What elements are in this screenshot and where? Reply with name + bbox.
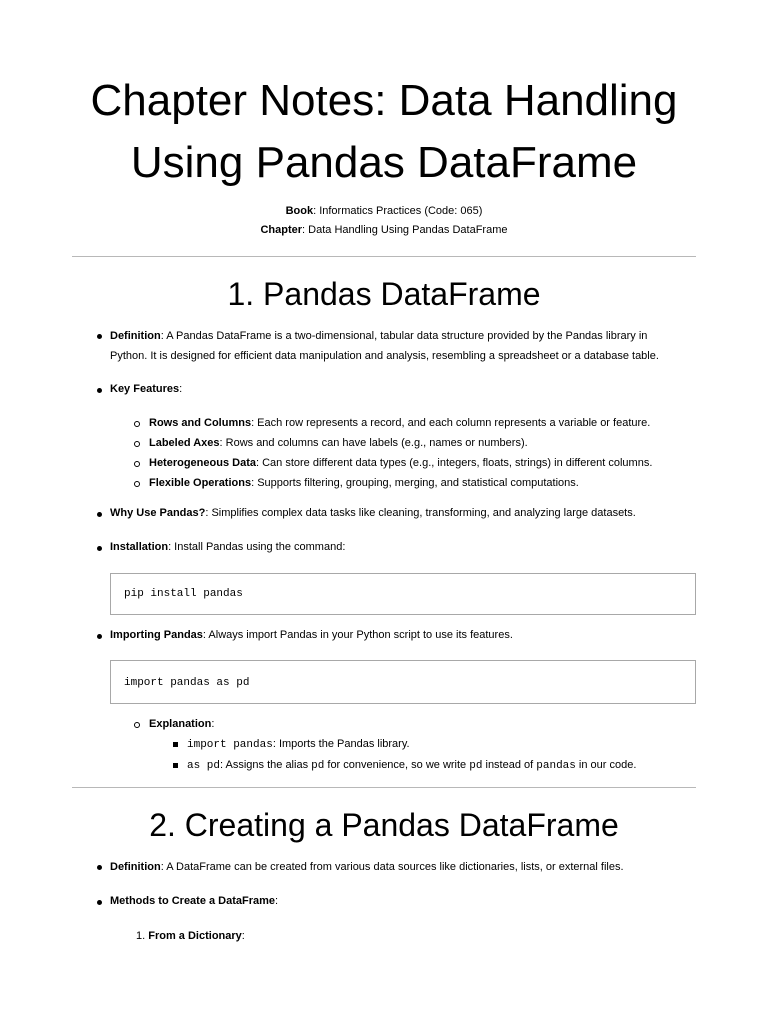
why-use-item: Why Use Pandas?: Simplifies complex data tasks like cleaning, transforming, and analyzing large datasets.	[110, 507, 636, 519]
chapter-line	[0, 223, 768, 237]
bullet-disc	[97, 334, 102, 339]
why-use-label: Why Use Pandas?	[110, 507, 206, 519]
key-feature-rows-columns: Rows and Columns: Each row represents a record, and each column represents a variable or feature.	[149, 417, 651, 429]
section-1-heading: 1. Pandas DataFrame	[227, 276, 541, 312]
explanation-import-pandas: import pandas: Imports the Pandas library.	[187, 738, 410, 751]
chapter-label: Chapter	[260, 224, 303, 236]
book-line	[0, 204, 768, 218]
importing-label: Importing Pandas	[110, 629, 203, 641]
key-feature-flexible-operations: Flexible Operations: Supports filtering, grouping, merging, and statistical computations.	[149, 477, 579, 489]
book-label: Book	[285, 205, 314, 217]
section-2-definition-label: Definition	[110, 861, 161, 873]
document-title	[0, 70, 768, 194]
numbered-item-from-dictionary: 1. From a Dictionary:	[136, 930, 245, 942]
divider	[72, 787, 696, 788]
installation-item: Installation: Install Pandas using the command:	[110, 541, 346, 553]
bullet-circle	[134, 481, 140, 487]
chapter-value: : Data Handling Using Pandas DataFrame	[302, 224, 508, 236]
key-features-label: Key Features	[110, 383, 180, 395]
key-feature-labeled-axes: Labeled Axes: Rows and columns can have labels (e.g., names or numbers).	[149, 437, 528, 449]
bullet-circle	[134, 722, 140, 728]
definition-item	[110, 326, 710, 366]
methods-item: Methods to Create a DataFrame:	[110, 895, 279, 907]
section-2-heading: 2. Creating a Pandas DataFrame	[149, 807, 619, 843]
divider	[72, 256, 696, 257]
importing-item: Importing Pandas: Always import Pandas in your Python script to use its features.	[110, 629, 513, 641]
bullet-circle	[134, 421, 140, 427]
bullet-disc	[97, 634, 102, 639]
explanation-label: Explanation	[149, 718, 212, 730]
bullet-disc	[97, 865, 102, 870]
methods-label: Methods to Create a DataFrame	[110, 895, 276, 907]
key-feature-heterogeneous-data: Heterogeneous Data: Can store different data types (e.g., integers, floats, strings) in different columns.	[149, 457, 653, 469]
bullet-square	[173, 742, 178, 747]
code-import: import pandas as pd	[124, 677, 250, 689]
definition-label: Definition	[110, 330, 161, 342]
bullet-disc	[97, 900, 102, 905]
document-title-line-1: Chapter Notes: Data Handling	[90, 76, 678, 125]
book-value: : Informatics Practices (Code: 065)	[313, 205, 483, 217]
key-features-item: Key Features:	[110, 383, 183, 395]
code-block-install	[110, 573, 696, 615]
definition-text-1: : A Pandas DataFrame is a two-dimensional, tabular data structure provided by the Pandas library in	[160, 330, 648, 342]
explanation-item: Explanation:	[149, 718, 215, 730]
explanation-as-pd: as pd: Assigns the alias pd for convenience, so we write pd instead of pandas in our code.	[187, 759, 637, 772]
bullet-disc	[97, 388, 102, 393]
list-number: 1.	[136, 930, 146, 942]
bullet-circle	[134, 461, 140, 467]
section-2-definition-item: Definition: A DataFrame can be created from various data sources like dictionaries, lists, or external files.	[110, 861, 624, 873]
code-block-import	[110, 660, 696, 704]
code-install: pip install pandas	[124, 588, 243, 600]
bullet-circle	[134, 441, 140, 447]
definition-text-2: Python. It is designed for efficient data manipulation and analysis, resembling a spreadsheet or a database table.	[110, 350, 659, 362]
bullet-disc	[97, 512, 102, 517]
installation-label: Installation	[110, 541, 169, 553]
bullet-square	[173, 763, 178, 768]
document-title-line-2: Using Pandas DataFrame	[130, 138, 638, 187]
bullet-disc	[97, 546, 102, 551]
